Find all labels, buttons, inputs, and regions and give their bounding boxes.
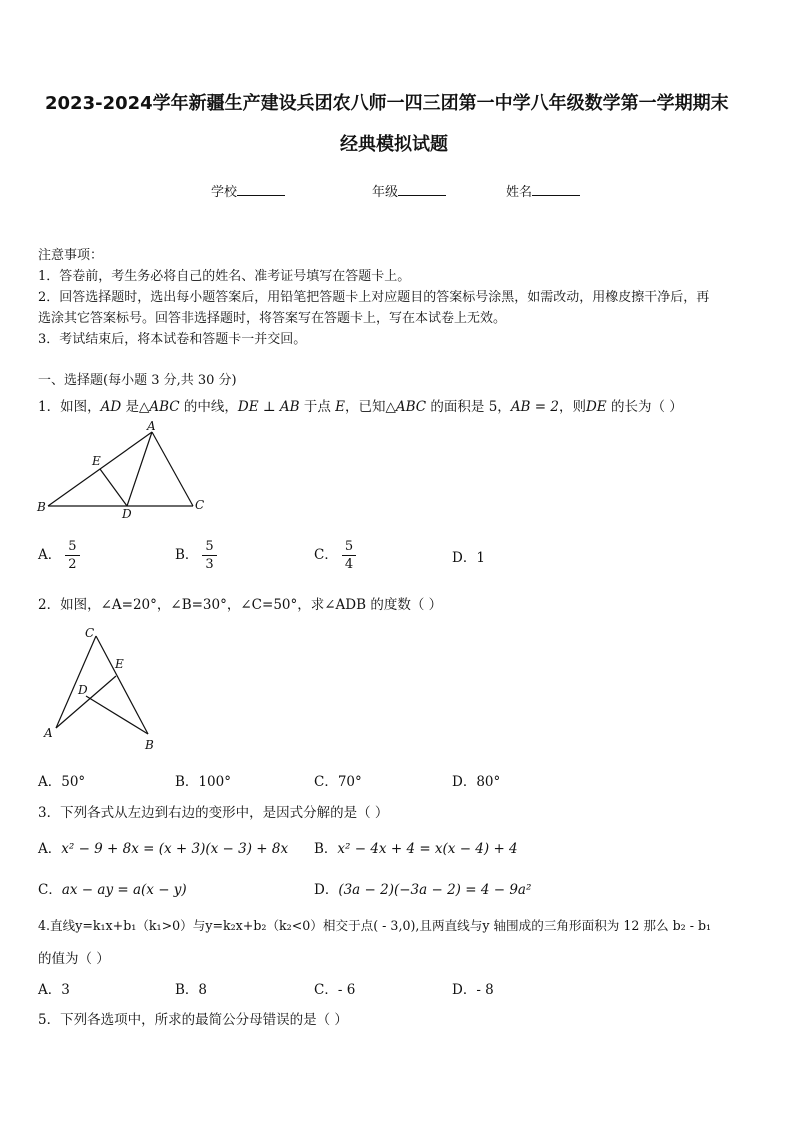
q3-option-a[interactable]: A．x² − 9 + 8x = (x + 3)(x − 3) + 8x <box>38 841 289 857</box>
grade-field <box>372 181 446 200</box>
label-e: E <box>92 454 101 468</box>
notes-heading: 注意事项： <box>38 248 104 263</box>
label-c: C <box>195 498 205 512</box>
q1-option-d[interactable]: D．1 <box>452 550 485 566</box>
label-c: C <box>85 626 95 640</box>
school-label: 学校 <box>211 185 238 200</box>
grade-label: 年级 <box>372 185 399 200</box>
question-5-text: 5．下列各选项中，所求的最简公分母错误的是（ ） <box>38 1012 348 1028</box>
q3-option-c[interactable]: C．ax − ay = a(x − y) <box>38 882 187 898</box>
label-a: A <box>147 419 156 433</box>
page-title-line2: 经典模拟试题 <box>340 134 448 155</box>
name-field <box>506 181 580 200</box>
page-title-line1: 2023-2024学年新疆生产建设兵团农八师一四三团第一中学八年级数学第一学期期末 <box>45 93 729 114</box>
notes-item-3: 3．考试结束后，将本试卷和答题卡一并交回。 <box>38 332 307 347</box>
q1-option-c[interactable]: C． $\frac{5}{4}$ <box>314 538 356 573</box>
q2-option-d[interactable]: D．80° <box>452 774 501 790</box>
q3-option-d[interactable]: D．(3a − 2)(−3a − 2) = 4 − 9a² <box>314 882 532 898</box>
section-heading: 一、选择题(每小题 3 分,共 30 分) <box>38 373 237 388</box>
notes-item-2a: 2．回答选择题时，选出每小题答案后，用铅笔把答题卡上对应题目的答案标号涂黑，如需改动，用橡皮擦干净后，再 <box>38 290 710 305</box>
segment-ad <box>127 432 152 506</box>
q2-option-b[interactable]: B．100° <box>175 774 231 790</box>
segment-ac <box>56 636 96 728</box>
label-b: B <box>37 500 46 514</box>
notes-item-2b: 选涂其它答案标号。回答非选择题时，将答案写在答题卡上，写在本试卷上无效。 <box>38 311 507 326</box>
q3-option-b[interactable]: B．x² − 4x + 4 = x(x − 4) + 4 <box>314 841 518 857</box>
name-label: 姓名 <box>506 185 533 200</box>
q2-option-a[interactable]: A．50° <box>38 774 86 790</box>
q2-option-c[interactable]: C．70° <box>314 774 362 790</box>
segment-db <box>86 696 148 734</box>
question-2-text: 2．如图，∠A=20°，∠B=30°，∠C=50°，求∠ADB 的度数（ ） <box>38 597 443 613</box>
label-e: E <box>115 657 124 671</box>
notes-item-1: 1．答卷前，考生务必将自己的姓名、准考证号填写在答题卡上。 <box>38 269 411 284</box>
q4-option-b[interactable]: B．8 <box>175 982 208 998</box>
label-d: D <box>78 683 88 697</box>
question-4-line2: 的值为（ ） <box>38 951 110 967</box>
name-blank <box>532 181 580 196</box>
school-field <box>211 181 285 200</box>
q4-option-a[interactable]: A．3 <box>38 982 70 998</box>
segment-cb <box>96 636 148 734</box>
q1-option-b[interactable]: B． $\frac{5}{3}$ <box>175 538 217 573</box>
q4-option-d[interactable]: D．- 8 <box>452 982 494 998</box>
q4-option-c[interactable]: C．- 6 <box>314 982 356 998</box>
label-b: B <box>145 738 154 752</box>
segment-de <box>100 469 127 506</box>
question-1-figure <box>30 418 220 524</box>
school-blank <box>237 181 285 196</box>
question-4-line1: 4.直线y=k₁x+b₁（k₁>0）与y=k₂x+b₂（k₂<0）相交于点( - 3,0),且两直线与y 轴围成的三角形面积为 12 那么 b₂ - b₁ <box>38 918 712 933</box>
question-2-figure <box>38 622 168 754</box>
question-1-text: 1．如图，AD 是△ABC 的中线，DE ⊥ AB 于点 E，已知△ABC 的面积是 5，AB = 2，则DE 的长为（ ） <box>38 399 683 415</box>
label-d: D <box>122 507 132 521</box>
label-a: A <box>44 726 53 740</box>
q1-option-a[interactable]: A． $\frac{5}{2}$ <box>38 538 80 573</box>
grade-blank <box>398 181 446 196</box>
question-3-text: 3．下列各式从左边到右边的变形中，是因式分解的是（ ） <box>38 805 389 821</box>
segment-ac <box>152 432 193 506</box>
